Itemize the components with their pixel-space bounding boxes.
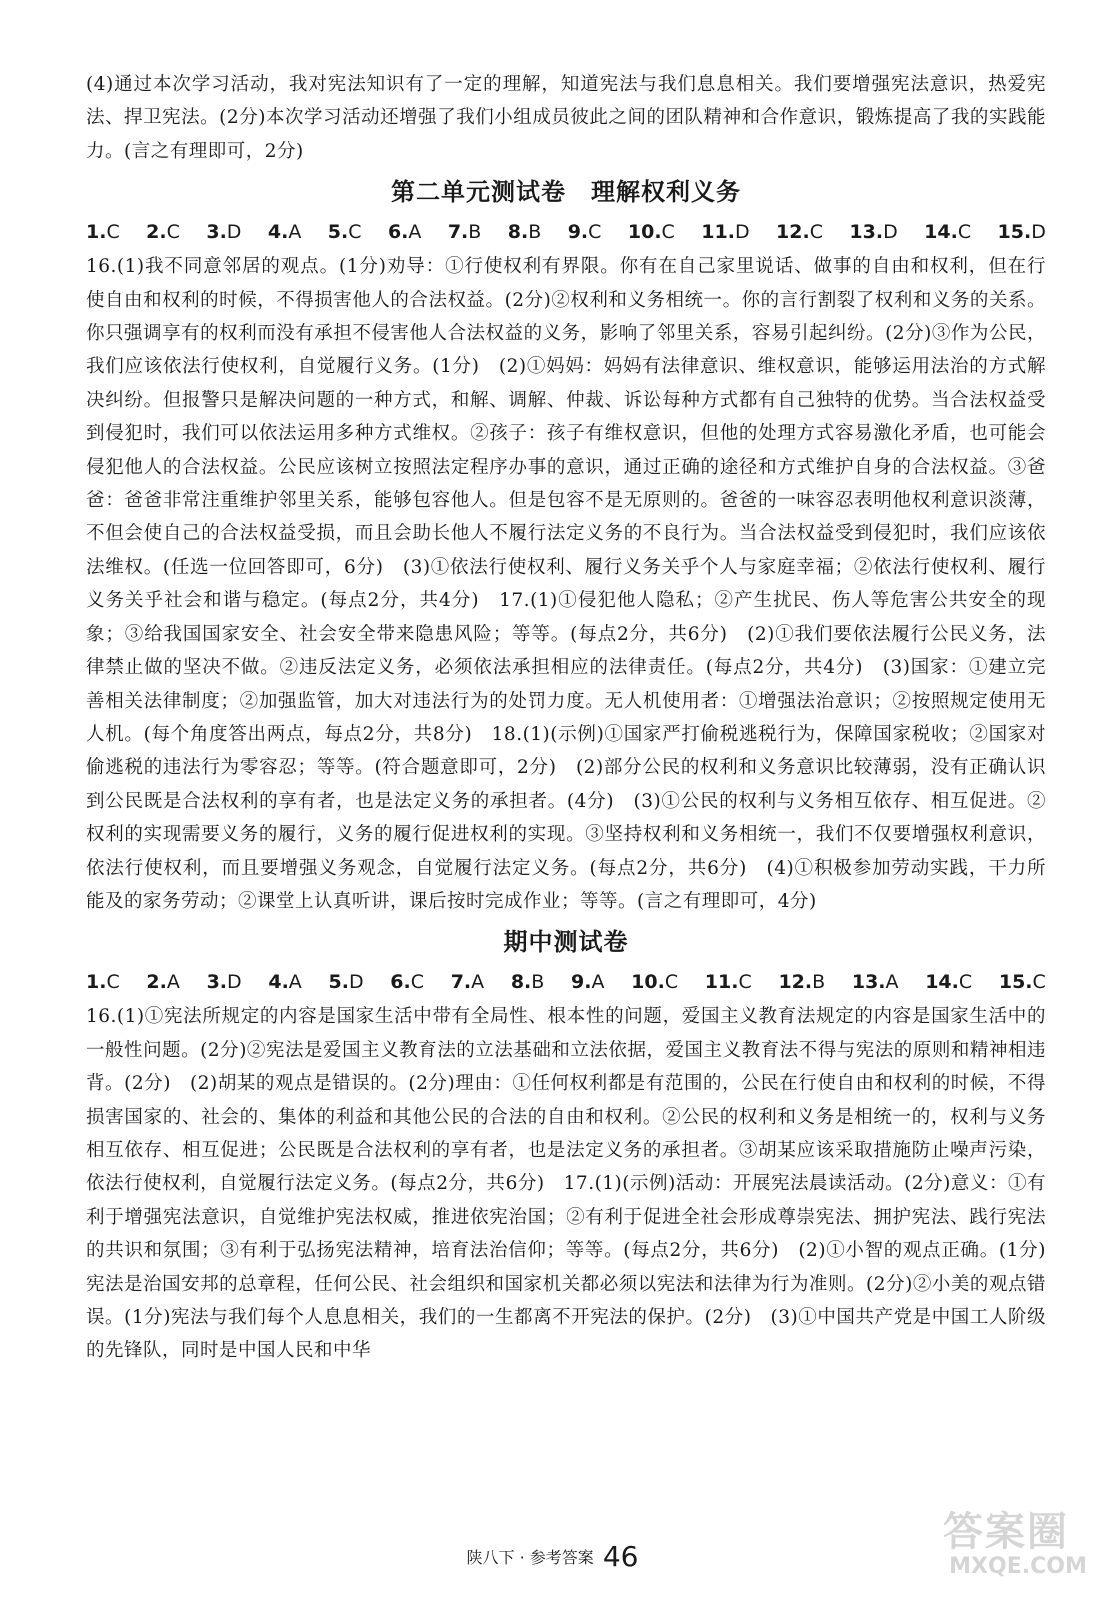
midterm-answer-item — [631, 964, 678, 1000]
watermark-text: 答案圈 — [943, 1509, 1069, 1555]
unit2-answer-item — [206, 214, 241, 250]
intro-paragraph: (4)通过本次学习活动，我对宪法知识有了一定的理解，知道宪法与我们息息相关。我们要增强宪法意识，热爱宪法、捍卫宪法。(2分)本次学习活动还增强了我们小组成员彼此之间的团队精神和合作意识，锻炼提高了我的实践能力。(言之有理即可，2分) — [86, 74, 1046, 162]
unit2-answer-item — [701, 214, 749, 250]
answer-number: 5. — [327, 221, 349, 244]
unit2-answer-item — [268, 214, 301, 250]
answer-number: 3. — [206, 221, 227, 244]
answer-number: 6. — [387, 221, 409, 244]
answer-choice: C — [1032, 971, 1046, 994]
answer-choice: B — [468, 221, 482, 244]
answer-number: 8. — [507, 221, 529, 244]
answer-choice: C — [166, 221, 180, 244]
midterm-answer-item — [999, 964, 1046, 1000]
answer-number: 13. — [849, 221, 884, 244]
answer-choice: B — [812, 971, 826, 994]
unit2-answer-item — [448, 214, 482, 250]
midterm-answer-item — [146, 964, 179, 1000]
unit2-answer-item — [388, 214, 421, 250]
answer-number: 4. — [267, 221, 289, 244]
midterm-answer-item — [925, 964, 972, 1000]
answer-choice: B — [531, 971, 545, 994]
answer-number: 12. — [776, 221, 810, 244]
answer-choice: C — [106, 971, 120, 994]
answer-choice: D — [734, 221, 750, 244]
answer-choice: A — [166, 971, 180, 994]
answer-number: 10. — [627, 221, 662, 244]
watermark-logo — [943, 1510, 1093, 1592]
page-footer — [0, 1540, 1105, 1573]
answer-choice: A — [288, 221, 302, 244]
answer-choice: B — [528, 221, 542, 244]
answer-choice: A — [591, 971, 605, 994]
answer-number: 1. — [86, 221, 107, 244]
answer-number: 7. — [450, 971, 472, 994]
answer-number: 15. — [998, 971, 1033, 994]
answer-number: 15. — [997, 221, 1032, 244]
midterm-answer-item — [778, 964, 825, 1000]
answer-number: 7. — [447, 221, 469, 244]
answer-number: 11. — [701, 221, 735, 244]
answer-choice: C — [664, 971, 679, 994]
answer-number: 5. — [328, 971, 349, 994]
answer-choice: C — [661, 221, 675, 244]
unit2-title: 第二单元测试卷 理解权利义务 — [391, 178, 741, 207]
unit2-answer-row — [86, 214, 1046, 250]
answer-choice: C — [588, 221, 602, 244]
answer-number: 10. — [631, 971, 665, 994]
unit2-answer-item — [628, 214, 675, 250]
midterm-answer-row — [86, 964, 1046, 1000]
answer-number: 3. — [206, 971, 228, 994]
answer-choice: C — [957, 221, 972, 244]
answer-choice: C — [410, 971, 424, 994]
answer-choice: C — [738, 971, 752, 994]
answer-choice: C — [106, 221, 120, 244]
answer-number: 11. — [704, 971, 739, 994]
answer-choice: A — [471, 971, 485, 994]
answer-choice: C — [348, 221, 362, 244]
midterm-answer-item — [390, 964, 424, 1000]
answer-choice: D — [1031, 221, 1046, 244]
unit2-answer-item — [86, 214, 120, 250]
midterm-title: 期中测试卷 — [503, 928, 629, 957]
midterm-body: 16.(1)①宪法所规定的内容是国家生活中带有全局性、根本性的问题，爱国主义教育法规定的内容是国家生活中的一般性问题。(2分)②宪法是爱国主义教育法的立法基础和立法依据，爱国主义教育法不得与宪法的原则和精神相违背。(2分) (2)胡某的观点是错误的。(2分)理由：①任何权利都是有范围的，公民在行使自由和权利的时候，不得损害国家的、社会的、集体的利益和其他公民的合法的自由和权利。②公民的权利和义务是相统一的，权利与义务相互依存、相互促进；公民既是合法权利的享有者，也是法定义务的承担者。③胡某应该采取措施防止噪声污染，依法行使权利，自觉履行法定义务。(每点2分，共6分) 17.(1)(示例)活动：开展宪法晨读活动。(2分)意义：①有利于增强宪法意识，自觉维护宪法权威，推进依宪治国；②有利于促进全社会形成尊崇宪法、拥护宪法、践行宪法的共识和氛围；③有利于弘扬宪法精神，培育法治信仰；等等。(每点2分，共6分) (2)①小智的观点正确。(1分)宪法是治国安邦的总章程，任何公民、社会组织和国家机关都必须以宪法和法律为行为准则。(2分)②小美的观点错误。(1分)宪法与我们每个人息息相关，我们的一生都离不开宪法的保护。(2分) (3)①中国共产党是中国工人阶级的先锋队，同时是中国人民和中华 — [86, 1006, 1046, 1362]
unit2-answer-item — [508, 214, 542, 250]
page-number: 46 — [602, 1540, 639, 1573]
unit2-answer-item — [328, 214, 362, 250]
answer-number: 1. — [86, 971, 107, 994]
midterm-answer-item — [705, 964, 752, 1000]
answer-number: 9. — [567, 221, 589, 244]
answer-choice: D — [348, 971, 364, 994]
footer-label: 陕八下 · 参考答案 — [466, 1548, 594, 1567]
midterm-answer-item — [268, 964, 301, 1000]
answer-choice: A — [288, 971, 302, 994]
answer-number: 14. — [925, 971, 959, 994]
answer-number: 9. — [571, 971, 592, 994]
unit2-answer-item — [924, 214, 971, 250]
midterm-answer-item — [852, 964, 899, 1000]
answer-choice: D — [883, 221, 898, 244]
unit2-answer-item — [849, 214, 897, 250]
answer-choice: A — [885, 971, 899, 994]
answer-choice: C — [958, 971, 973, 994]
midterm-answer-item — [207, 964, 242, 1000]
midterm-answer-item — [511, 964, 545, 1000]
answer-number: 13. — [851, 971, 886, 994]
answer-page — [86, 68, 1046, 1368]
midterm-answer-item — [328, 964, 363, 1000]
answer-number: 6. — [390, 971, 411, 994]
watermark-url: MXQE.COM — [949, 1554, 1087, 1579]
unit2-answer-item — [776, 214, 823, 250]
unit2-answer-item — [568, 214, 602, 250]
answer-choice: D — [226, 221, 242, 244]
unit2-body: 16.(1)我不同意邻居的观点。(1分)劝导：①行使权利有界限。你有在自己家里说话、做事的自由和权利，但在行使自由和权利的时候，不得损害他人的合法权益。(2分)②权利和义务相统一。你的言行割裂了权利和义务的关系。你只强调享有的权利而没有承担不侵害他人合法权益的义务，影响了邻里关系，容易引起纠纷。(2分)③作为公民，我们应该依法行使权利，自觉履行义务。(1分) (2)①妈妈：妈妈有法律意识、维权意识，能够运用法治的方式解决纠纷。但报警只是解决问题的一种方式，和解、调解、仲裁、诉讼每种方式都有自己独特的优势。当合法权益受到侵犯时，我们可以依法运用多种方式维权。②孩子：孩子有维权意识，但他的处理方式容易激化矛盾，也可能会侵犯他人的合法权益。公民应该树立按照法定程序办事的意识，通过正确的途径和方式维护自身的合法权益。③爸爸：爸爸非常注重维护邻里关系，能够包容他人。但是包容不是无原则的。爸爸的一味容忍表明他权利意识淡薄，不但会使自己的合法权益受损，而且会助长他人不履行法定义务的不良行为。当合法权益受到侵犯时，我们应该依法维权。(任选一位回答即可，6分) (3)①依法行使权利、履行义务关乎个人与家庭幸福；②依法行使权利、履行义务关乎社会和谐与稳定。(每点2分，共4分) 17.(1)①侵犯他人隐私；②产生扰民、伤人等危害公共安全的现象；③给我国国家安全、社会安全带来隐患风险；等等。(每点2分，共6分) (2)①我们要依法履行公民义务，法律禁止做的坚决不做。②违反法定义务，必须依法承担相应的法律责任。(每点2分，共4分) (3)国家：①建立完善相关法律制度；②加强监管，加大对违法行为的处罚力度。无人机使用者：①增强法治意识；②按照规定使用无人机。(每个角度答出两点，每点2分，共8分) 18.(1)(示例)①国家严打偷税逃税行为，保障国家税收；②国家对偷逃税的违法行为零容忍；等等。(符合题意即可，2分) (2)部分公民的权利和义务意识比较薄弱，没有正确认识到公民既是合法权利的享有者，也是法定义务的承担者。(4分) (3)①公民的权利与义务相互依存、相互促进。②权利的实现需要义务的履行，义务的履行促进权利的实现。③坚持权利和义务相统一，我们不仅要增强权利意识，依法行使权利，而且要增强义务观念，自觉履行法定义务。(每点2分，共6分) (4)①积极参加劳动实践，干力所能及的家务劳动；②课堂上认真听讲，课后按时完成作业；等等。(言之有理即可，4分) — [86, 256, 1046, 912]
answer-choice: A — [408, 221, 422, 244]
midterm-answer-item — [451, 964, 484, 1000]
unit2-answer-item — [146, 214, 180, 250]
midterm-answer-item — [86, 964, 120, 1000]
answer-number: 14. — [924, 221, 958, 244]
unit2-answer-item — [998, 214, 1046, 250]
answer-choice: D — [227, 971, 242, 994]
answer-number: 12. — [778, 971, 813, 994]
answer-number: 4. — [268, 971, 289, 994]
answer-number: 8. — [510, 971, 532, 994]
answer-choice: C — [809, 221, 823, 244]
midterm-answer-item — [571, 964, 604, 1000]
answer-number: 2. — [146, 221, 167, 244]
answer-number: 2. — [146, 971, 167, 994]
